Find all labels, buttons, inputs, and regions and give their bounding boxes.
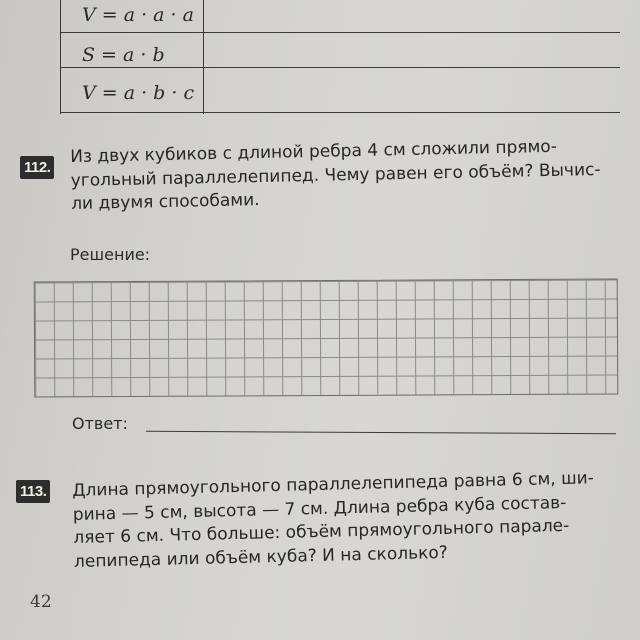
formula-rectangle-area: S = a · b bbox=[82, 44, 165, 66]
task-113-line: Длина прямоугольного параллелепипеда равна 6 см, ши- bbox=[72, 468, 595, 501]
task-112-text bbox=[70, 135, 601, 217]
table-row-border bbox=[60, 32, 620, 33]
answer-line[interactable] bbox=[146, 431, 616, 434]
task-113-number: 113. bbox=[16, 480, 50, 503]
task-113-line: лепипеда или объём куба? И на сколько? bbox=[73, 542, 449, 572]
formula-cube-volume: V = a · a · a bbox=[82, 4, 194, 26]
page-number: 42 bbox=[30, 592, 52, 612]
formula-table bbox=[60, 0, 620, 114]
formula-box-volume: V = a · b · c bbox=[82, 82, 195, 104]
solution-grid[interactable] bbox=[34, 278, 619, 397]
table-column-divider bbox=[203, 0, 204, 114]
task-112-line: угольный параллелепипед. Чему равен его объём? Вычис- bbox=[70, 159, 601, 191]
table-left-border bbox=[60, 0, 61, 114]
task-112-line: Из двух кубиков с длиной ребра 4 см сложили прямо- bbox=[70, 136, 558, 167]
task-113-line: ляет 6 см. Что больше: объём прямоугольного парале- bbox=[73, 515, 570, 548]
task-113-line: рина — 5 см, высота — 7 см. Длина ребра куба состав- bbox=[72, 492, 567, 525]
solution-label: Решение: bbox=[70, 245, 151, 264]
task-112-line: ли двумя способами. bbox=[71, 190, 260, 214]
task-112-number: 112. bbox=[20, 156, 54, 179]
table-row-border bbox=[60, 67, 620, 68]
table-row-border bbox=[60, 112, 620, 113]
task-113-text bbox=[72, 467, 596, 574]
answer-label: Ответ: bbox=[72, 414, 128, 433]
